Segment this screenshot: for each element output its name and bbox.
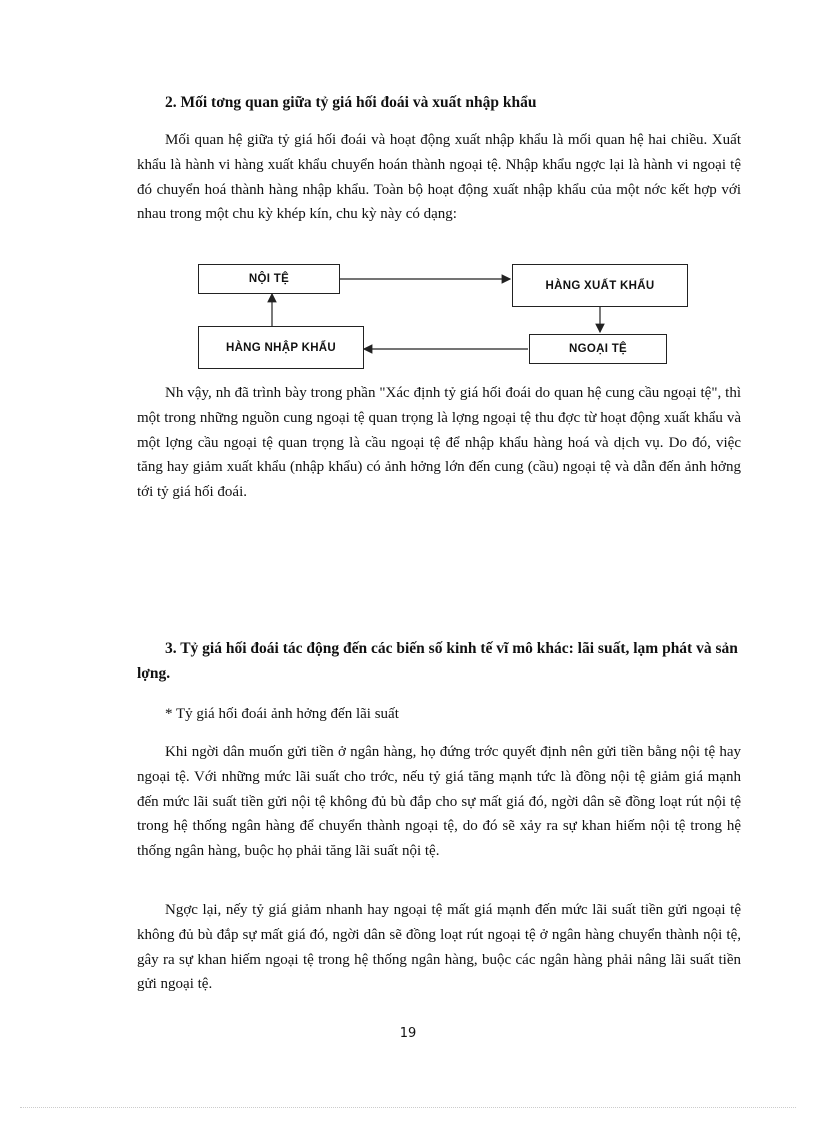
box-noi-te: NỘI TỆ (198, 264, 340, 294)
section-3-heading: 3. Tỷ giá hối đoái tác động đến các biến số kinh tế vĩ mô khác: lãi suất, lạm phát và sản lợng. (137, 640, 738, 682)
box-ngoai-te: NGOẠI TỆ (529, 334, 667, 364)
page-number: 19 (399, 1026, 417, 1041)
box-hang-xuat-khau: HÀNG XUẤT KHẨU (512, 264, 688, 307)
section-2-paragraph-1: Mối quan hệ giữa tỷ giá hối đoái và hoạt động xuất nhập khẩu là mối quan hệ hai chiều. Xuất khẩu là hành vi hàng xuất khẩu chuyển hoán thành ngoại tệ. Nhập khẩu ngợc lại là hành vi ngoại tệ đó chuyển hoá thành hàng nhập khẩu. Toàn bộ hoạt động xuất nhập khẩu của một nớc kết hợp với nhau trong một chu kỳ khép kín, chu kỳ này có dạng: (137, 132, 741, 223)
section-3-paragraph-2: Ngợc lại, nếy tỷ giá giảm nhanh hay ngoại tệ mất giá mạnh đến mức lãi suất tiền gửi ngoại tệ không đủ bù đắp sự mất giá đó, ngời dân sẽ đồng loạt rút ngoại tệ ở ngân hàng chuyển thành nội tệ, gây ra sự khan hiếm ngoại tệ trong hệ thống ngân hàng, buộc các ngân hàng phải nâng lãi suất tiền gửi ngoại tệ. (137, 902, 741, 993)
page-bottom-divider (20, 1107, 796, 1108)
section-3-paragraph-1: Khi ngời dân muốn gửi tiền ở ngân hàng, họ đứng trớc quyết định nên gửi tiền bằng nội tệ hay ngoại tệ. Với những mức lãi suất cho trớc, nếu tỷ giá tăng mạnh tức là đồng nội tệ giảm giá mạnh đến mức lãi suất tiền gửi nội tệ không đủ bù đắp cho sự mất giá đó, ngời dân sẽ đồng loạt rút nội tệ trong hệ thống ngân hàng để chuyển thành ngoại tệ, do đó sẽ xảy ra sự khan hiếm nội tệ trong hệ thống ngân hàng, buộc họ phải tăng lãi suất nội tệ. (137, 744, 741, 860)
section-2-paragraph-2: Nh vậy, nh đã trình bày trong phần "Xác định tỷ giá hối đoái do quan hệ cung cầu ngoại tệ", thì một trong những nguồn cung ngoại tệ quan trọng là lợng ngoại tệ thu đợc từ hoạt động xuất khẩu và một lợng cầu ngoại tệ quan trọng là cầu ngoại tệ để nhập khẩu hàng hoá và dịch vụ. Do đó, việc tăng hay giảm xuất khẩu (nhập khẩu) có ảnh hởng lớn đến cung (cầu) ngoại tệ và dẫn đến ảnh hởng tới tỷ giá hối đoái. (137, 385, 741, 501)
diagram-arrows (0, 0, 816, 400)
box-hang-nhap-khau: HÀNG NHẬP KHẨU (198, 326, 364, 369)
section-2-heading: 2. Mối tơng quan giữa tỷ giá hối đoái và xuất nhập khẩu (165, 94, 537, 111)
section-3-subheading: * Tỷ giá hối đoái ảnh hởng đến lãi suất (165, 706, 399, 722)
